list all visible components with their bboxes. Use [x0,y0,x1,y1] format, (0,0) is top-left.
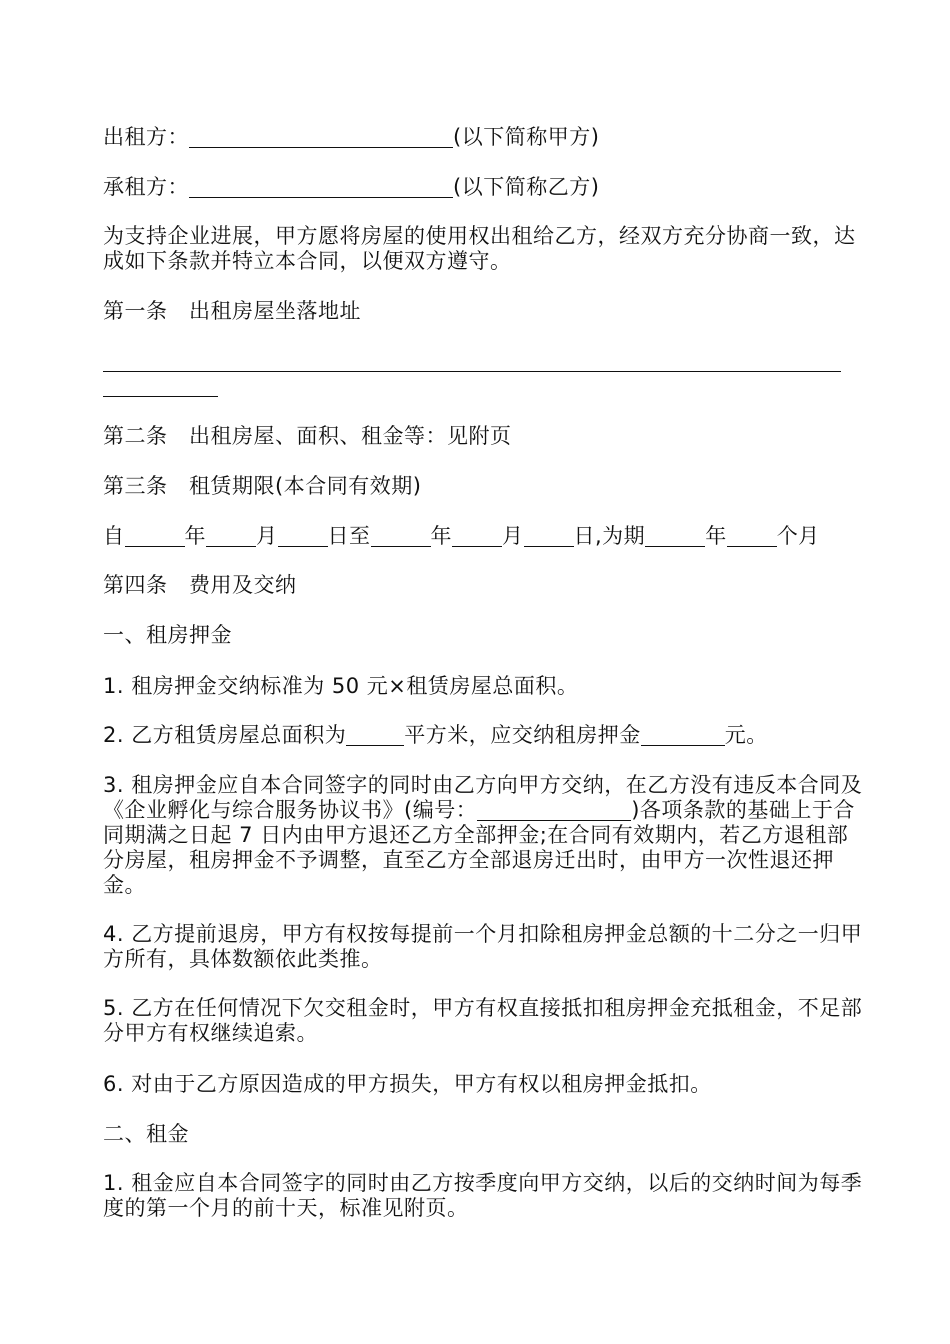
term-start-day-blank [278,526,328,547]
address-blank-line-2 [103,396,218,397]
section-1-heading: 一、租房押金 [103,623,232,647]
deposit-item-1: 1. 租房押金交纳标准为 50 元×租赁房屋总面积。 [103,674,579,698]
deposit-item-2 [103,723,768,747]
lessee-blank [189,177,453,198]
term-year-1: 年 [184,524,206,548]
term-start-year-blank [125,526,185,547]
agreement-number-blank [477,800,631,821]
deposit-item-2-b: 平方米，应交纳租房押金 [404,723,641,747]
term-day-to: 日至 [327,524,371,548]
lessor-suffix: (以下简称甲方) [453,125,600,149]
term-month-1: 月 [256,524,278,548]
deposit-item-3-a: 3. 租房押金应自本合同签字的同时由乙方向甲方交纳，在乙方没有违反本合同及《企业孵化与综合服务协议书》(编号： [103,773,863,822]
lessee-suffix: (以下简称乙方) [453,175,600,199]
term-year-2: 年 [430,524,452,548]
term-end-year-blank [371,526,431,547]
term-period-month-blank [727,526,777,547]
deposit-item-6: 6. 对由于乙方原因造成的甲方损失，甲方有权以租房押金抵扣。 [103,1072,712,1096]
article-4-heading: 第四条 费用及交纳 [103,573,297,597]
article-3-heading: 第三条 租赁期限(本合同有效期) [103,474,422,498]
article-1-heading: 第一条 出租房屋坐落地址 [103,299,361,323]
deposit-item-2-a: 2. 乙方租赁房屋总面积为 [103,723,347,747]
deposit-item-2-c: 元。 [724,723,768,747]
lessor-blank [189,127,453,148]
term-from: 自 [103,524,125,548]
lessor-line [103,125,599,149]
term-months: 个月 [776,524,820,548]
term-end-day-blank [524,526,574,547]
article-2-heading: 第二条 出租房屋、面积、租金等：见附页 [103,424,512,448]
deposit-item-5: 5. 乙方在任何情况下欠交租金时，甲方有权直接抵扣租房押金充抵租金，不足部分甲方有权继续追索。 [103,996,863,1045]
term-day-period: 日,为期 [573,524,646,548]
deposit-amount-blank [641,725,725,746]
term-month-2: 月 [502,524,524,548]
lessor-label: 出租方： [103,125,189,149]
section-2-heading: 二、租金 [103,1122,189,1146]
term-line [103,524,820,548]
term-end-month-blank [452,526,502,547]
term-period-year-blank [645,526,705,547]
lessee-label: 承租方： [103,175,189,199]
deposit-item-4: 4. 乙方提前退房，甲方有权按每提前一个月扣除租房押金总额的十二分之一归甲方所有，具体数额依此类推。 [103,922,863,971]
intro-paragraph: 为支持企业进展，甲方愿将房屋的使用权出租给乙方，经双方充分协商一致，达成如下条款并特立本合同，以便双方遵守。 [103,224,856,273]
address-blank-line-1 [103,371,841,372]
deposit-item-3-b: )各项条款的基础上于合同期满之日起 7 日内由甲方退还乙方全部押金;在合同有效期内，若乙方退租部分房屋，租房押金不予调整，直至乙方全部退房迁出时，由甲方一次性退还押金。 [103,798,855,897]
deposit-item-3 [103,773,863,898]
term-year-3: 年 [705,524,727,548]
rent-item-1: 1. 租金应自本合同签字的同时由乙方按季度向甲方交纳，以后的交纳时间为每季度的第一个月的前十天，标准见附页。 [103,1171,863,1220]
area-blank [346,725,404,746]
term-start-month-blank [206,526,256,547]
lessee-line [103,175,599,199]
